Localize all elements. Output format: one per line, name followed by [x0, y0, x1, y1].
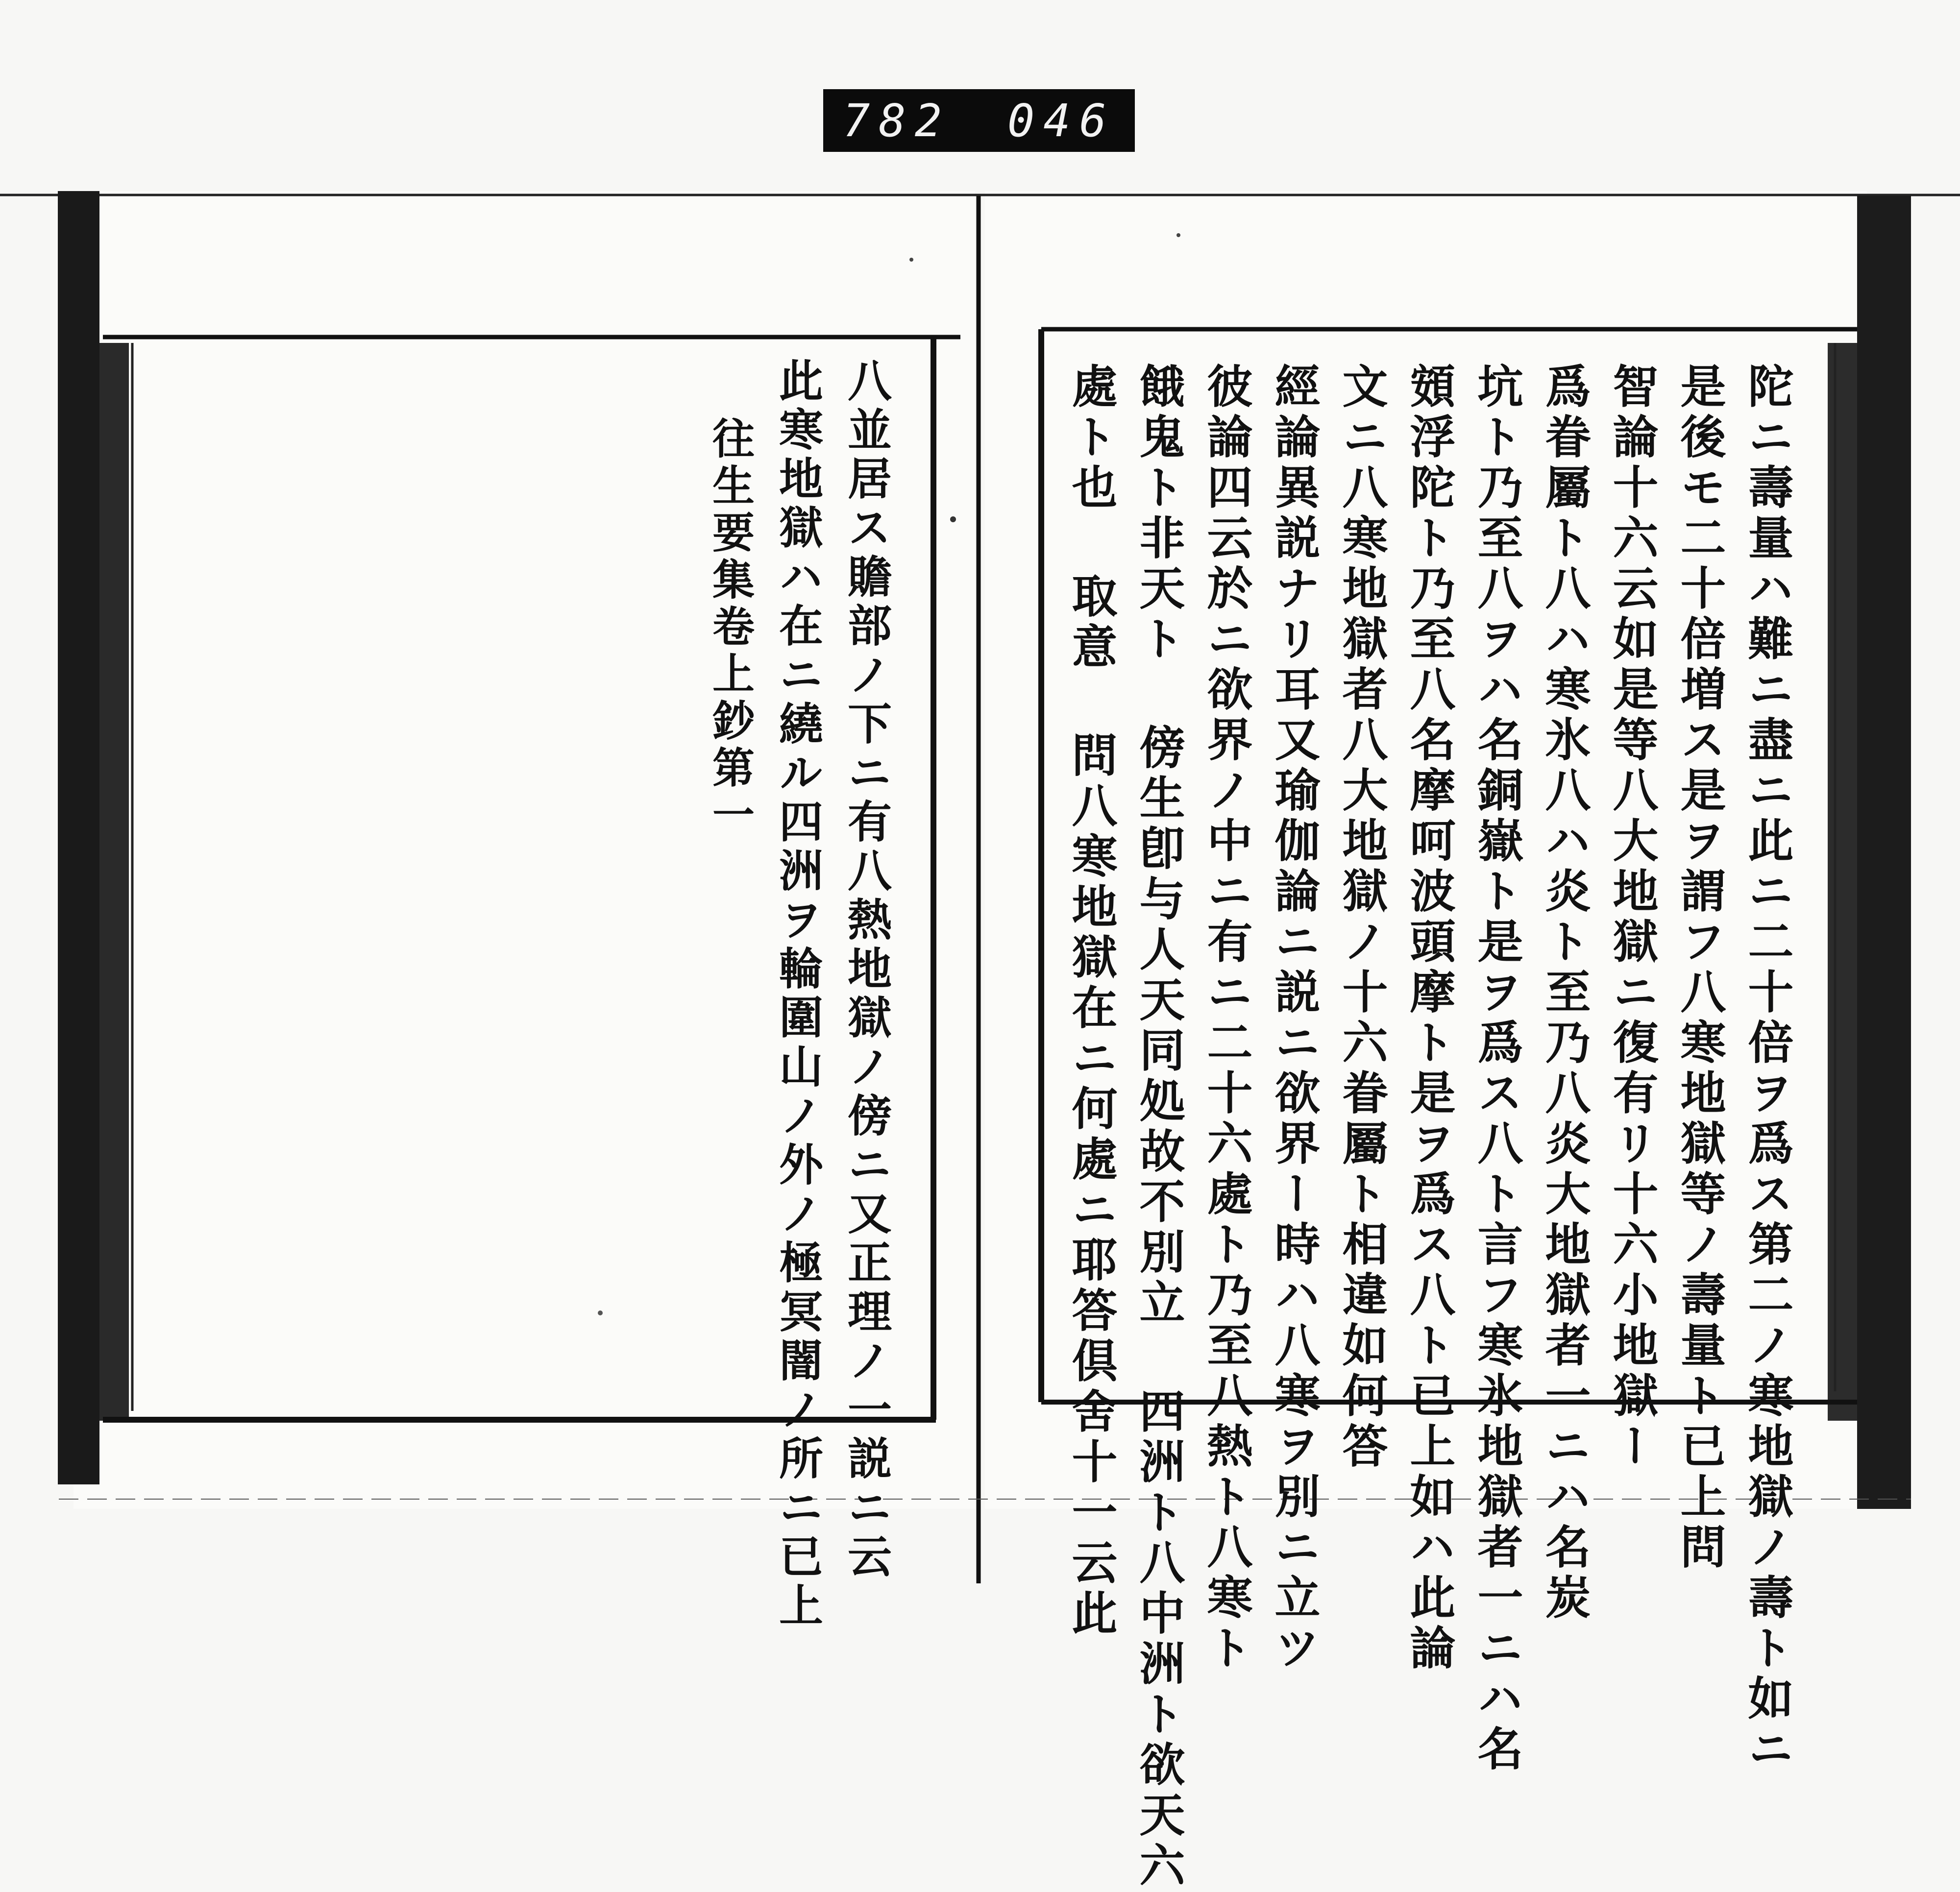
frame-number: 046	[1007, 94, 1115, 147]
text-column: 爲眷屬ト八ハ寒氷八ハ炎ト至乃八炎大地獄者一ニハ名炭	[1538, 363, 1591, 1624]
text-column: 此寒地獄ハ在ニ繞ル四洲ヲ輪圍山ノ外ノ極冥闇ノ所ニ已上	[771, 358, 823, 1631]
text-column: 頞浮陀ト乃至八名摩呵波頭摩ト是ヲ爲ス八ト已上如ハ此論	[1402, 363, 1456, 1674]
right-binding-edge	[1857, 196, 1911, 1509]
text-column: 餓鬼ト非天ト 傍生卽与人天同処故不別立 四洲ト八中洲ト欲天六	[1132, 363, 1185, 1892]
text-column: 文ニ八寒地獄者八大地獄ノ十六眷屬ト相違如何答	[1335, 363, 1388, 1473]
text-column: 彼論四云於ニ欲界ノ中ニ有ニ二十六處ト乃至八熱ト八寒ト	[1200, 363, 1253, 1674]
microfilm-frame-label	[823, 89, 1135, 152]
left-binding-edge	[58, 191, 99, 1484]
text-column: 智論十六云如是等八大地獄ニ復有リ十六小地獄ー	[1605, 363, 1659, 1473]
text-column: 經論異説ナリ耳又瑜伽論ニ説ニ欲界ー時ハ八寒ヲ別ニ立ツ	[1267, 363, 1321, 1674]
text-column: 處ト也 取意 問八寒地獄在ニ何處ニ耶答倶舍十一云此	[1064, 363, 1118, 1640]
text-column: 八並居ス贍部ノ下ニ有八熱地獄ノ傍ニ又正理ノ一説ニ云	[840, 358, 892, 1582]
text-column: 坑ト乃至八ヲハ名銅嶽ト是ヲ爲ス八ト言フ寒氷地獄者一ニハ名	[1470, 363, 1523, 1775]
text-column: 陀ニ壽量ハ難ニ盡ニ此ニ二十倍ヲ爲ス第二ノ寒地獄ノ壽ト如ニ	[1740, 363, 1794, 1775]
colophon-title: 往生要集卷上鈔第一	[705, 416, 755, 840]
text-column: 是後モ二十倍増ス是ヲ謂フ八寒地獄等ノ壽量ト已上問	[1673, 363, 1726, 1574]
reel-number: 782	[843, 94, 951, 147]
